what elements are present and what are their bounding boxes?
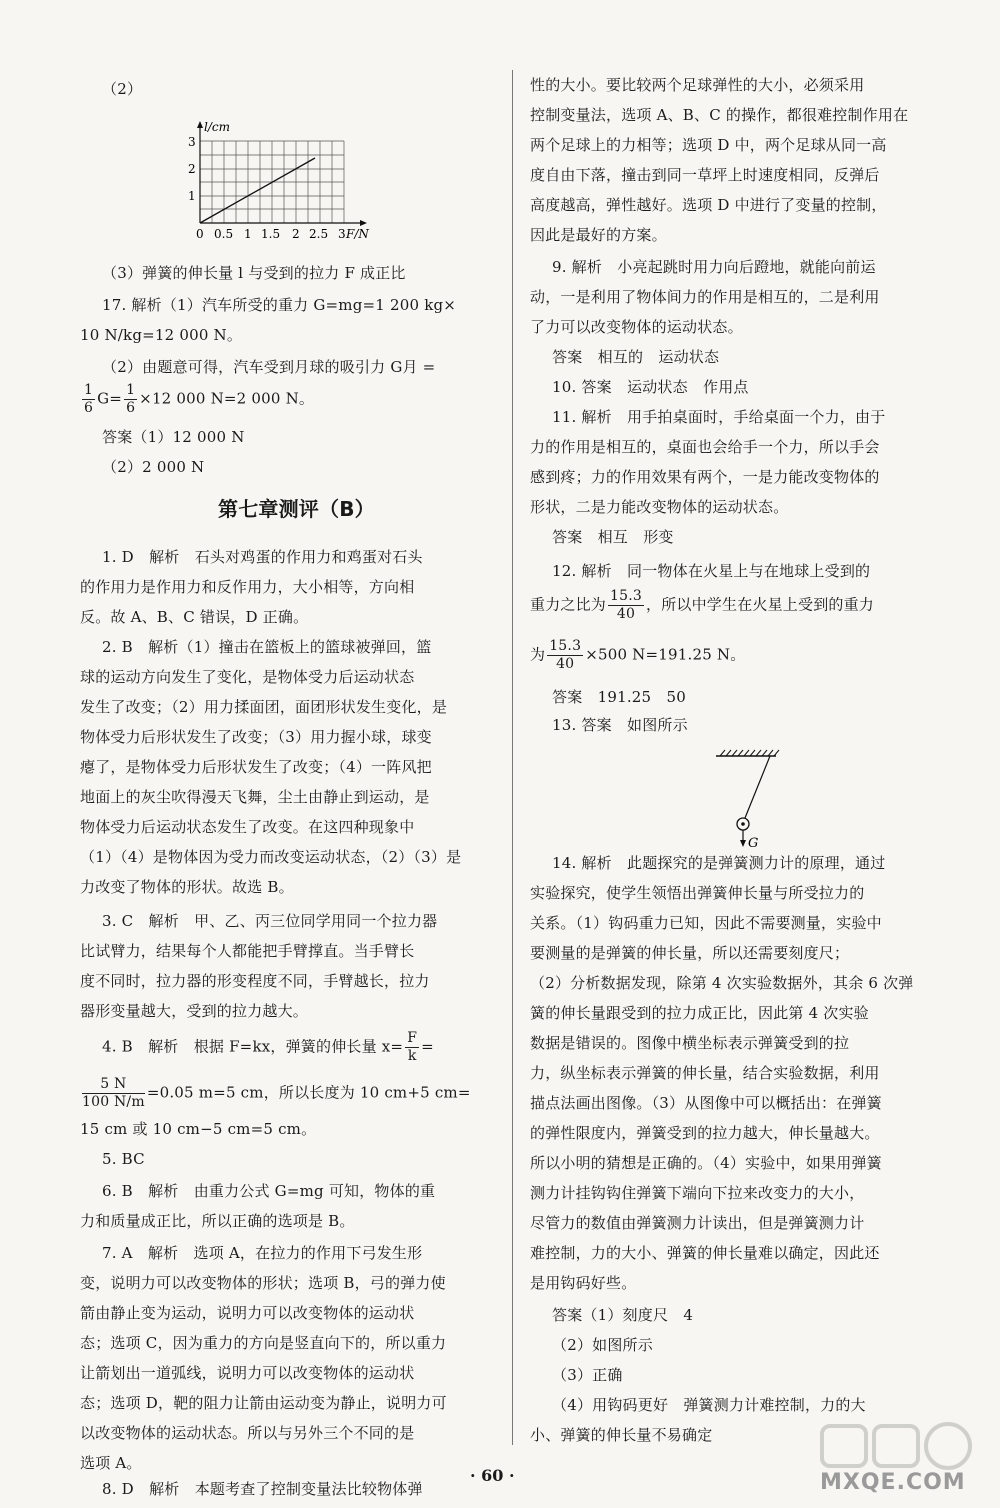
x-tick: 1.5 — [261, 227, 281, 241]
fraction: $\frac{15.3}{40}$ — [610, 588, 642, 622]
text-line: 两个足球上的力相等；选项 D 中，两个足球从同一高 — [530, 136, 887, 154]
text-line: 10 N/kg=12 000 N。 — [80, 326, 243, 344]
text-line: 了力可以改变物体的运动状态。 — [530, 318, 743, 336]
text-line: 测力计挂钩钩住弹簧下端向下拉来改变力的大小， — [530, 1184, 865, 1202]
y-tick: 2 — [188, 162, 196, 176]
text-line: 1. D 解析 石头对鸡蛋的作用力和鸡蛋对石头 — [102, 548, 423, 566]
text-line: 感到疼；力的作用效果有两个，一是力能改变物体的 — [530, 468, 880, 486]
x-axis-label: F/N — [346, 227, 369, 241]
text-line: 8. D 解析 本题考查了控制变量法比较物体弹 — [102, 1480, 423, 1498]
text-line: 性的大小。要比较两个足球弹性的大小，必须采用 — [530, 76, 865, 94]
fraction: $\frac{1}{6}$ — [126, 382, 136, 416]
text-line: 物体受力后形状发生了改变；（3）用力握小球，球变 — [80, 728, 432, 746]
text-line: 球的运动方向发生了变化，是物体受力后运动状态 — [80, 668, 415, 686]
answer-line: 答案（1）12 000 N — [102, 428, 245, 446]
force-label: G — [748, 836, 759, 848]
text-line: 3. C 解析 甲、乙、丙三位同学用同一个拉力器 — [102, 912, 438, 930]
fraction: $\frac{F}{k}$ — [407, 1030, 418, 1064]
x-tick: 0.5 — [214, 227, 234, 241]
formula-line: 重力之比为 $\frac{15.3}{40}$ ，所以中学生在火星上受到的重力 — [530, 588, 875, 622]
text-line: 力，纵坐标表示弹簧的伸长量，结合实验数据，利用 — [530, 1064, 880, 1082]
text-line: 箭由静止变为运动，说明力可以改变物体的运动状 — [80, 1304, 415, 1322]
text-line: 15 cm 或 10 cm−5 cm=5 cm。 — [80, 1120, 317, 1138]
text-line: 力和质量成正比，所以正确的选项是 B。 — [80, 1212, 355, 1230]
text-line: 态；选项 C，因为重力的方向是竖直向下的，所以重力 — [80, 1334, 447, 1352]
answer-line: 13. 答案 如图所示 — [552, 716, 688, 734]
answer-line: 答案 相互的 运动状态 — [552, 348, 720, 366]
x-tick: 0 — [196, 227, 204, 241]
text-line: 度不同时，拉力器的形变程度不同，手臂越长，拉力 — [80, 972, 430, 990]
y-axis-label: l/cm — [204, 120, 230, 134]
text-line: 度自由下落，撞击到同一草坪上时速度相同，反弹后 — [530, 166, 880, 184]
page-number: · 60 · — [470, 1466, 515, 1485]
text-line: 动，一是利用了物体间力的作用是相互的，二是利用 — [530, 288, 880, 306]
text-line: 2. B 解析（1）撞击在篮板上的篮球被弹回，篮 — [102, 638, 432, 656]
text-line: 力的作用是相互的，桌面也会给手一个力，所以手会 — [530, 438, 880, 456]
text-line: （3）弹簧的伸长量 l 与受到的拉力 F 成正比 — [102, 264, 406, 282]
text-line: 力改变了物体的形状。故选 B。 — [80, 878, 294, 896]
text-line: 的弹性限度内，弹簧受到的拉力越大，伸长量越大。 — [530, 1124, 880, 1142]
x-tick: 3 — [338, 227, 346, 241]
x-tick: 1 — [244, 227, 252, 241]
fraction: $\frac{1}{6}$ — [84, 382, 94, 416]
text-line: 比试臂力，结果每个人都能把手臂撑直。当手臂长 — [80, 942, 415, 960]
answer-line: （2）如图所示 — [552, 1336, 653, 1354]
text-line: 5. BC — [102, 1150, 145, 1168]
text-line: （1）（4）是物体因为受力而改变运动状态，（2）（3）是 — [80, 848, 462, 866]
text-line: 让箭划出一道弧线，说明力可以改变物体的运动状 — [80, 1364, 415, 1382]
formula-line: 4. B 解析 根据 F=kx，弹簧的伸长量 x= $\frac{F}{k}$ = — [102, 1030, 434, 1064]
text-line: 以改变物体的运动状态。所以与另外三个不同的是 — [80, 1424, 415, 1442]
text-line: 反。故 A、B、C 错误，D 正确。 — [80, 608, 309, 626]
fraction: $\frac{15.3}{40}$ — [549, 638, 582, 672]
fraction: $\frac{5 N}{100 N/m}$ — [82, 1076, 145, 1110]
y-tick: 1 — [188, 189, 196, 203]
text-line: （2） — [102, 80, 143, 98]
x-tick: 2 — [292, 227, 300, 241]
text-line: 选项 A。 — [80, 1454, 142, 1472]
text-line: （2）分析数据发现，除第 4 次实验数据外，其余 6 次弹 — [530, 974, 914, 992]
text-line: 瘪了，是物体受力后形状发生了改变；（4）一阵风把 — [80, 758, 432, 776]
text-line: 12. 解析 同一物体在火星上与在地球上受到的 — [552, 562, 871, 580]
watermark-text: MXQE.COM — [820, 1470, 966, 1495]
text-line: 是用钩码好些。 — [530, 1274, 637, 1292]
answer-line: （4）用钩码更好 弹簧测力计难控制，力的大 — [552, 1396, 866, 1414]
text-line: 物体受力后运动状态发生了改变。在这四种现象中 — [80, 818, 415, 836]
formula-line: $\frac{1}{6}$ G= $\frac{1}{6}$ ×12 000 N=2 000 N。 — [84, 382, 315, 416]
text-line: 高度越高，弹性越好。选项 D 中进行了变量的控制， — [530, 196, 887, 214]
text-line: 形状，二是力能改变物体的运动状态。 — [530, 498, 789, 516]
text-line: 7. A 解析 选项 A，在拉力的作用下弓发生形 — [102, 1244, 423, 1262]
data-line — [200, 158, 315, 223]
answer-line: 答案（1）刻度尺 4 — [552, 1306, 694, 1324]
text-line: 11. 解析 用手拍桌面时，手给桌面一个力，由于 — [552, 408, 886, 426]
answer-line: 答案 相互 形变 — [552, 528, 674, 546]
answer-line: （3）正确 — [552, 1366, 623, 1384]
text-line: 14. 解析 此题探究的是弹簧测力计的原理，通过 — [552, 854, 886, 872]
text-line: 9. 解析 小亮起跳时用力向后蹬地，就能向前运 — [552, 258, 876, 276]
section-title: 第七章测评（B） — [218, 497, 375, 521]
text-line: 发生了改变；（2）用力揉面团，面团形状发生变化，是 — [80, 698, 448, 716]
text-line: 簧的伸长量跟受到的拉力成正比，因此第 4 次实验 — [530, 1004, 869, 1022]
text-line: 数据是错误的。图像中横坐标表示弹簧受到的拉 — [530, 1034, 850, 1052]
text-line: （2）由题意可得，汽车受到月球的吸引力 G月 = — [102, 358, 436, 376]
formula-line: $\frac{5 N}{100 N/m}$ =0.05 m=5 cm，所以长度为 10 cm+5 cm= — [82, 1076, 471, 1110]
text-line: 关系。（1）钩码重力已知，因此不需要测量，实验中 — [530, 914, 882, 932]
text-line: 要测量的是弹簧的伸长量，所以还需要刻度尺； — [530, 944, 850, 962]
text-line: 的作用力是作用力和反作用力，大小相等，方向相 — [80, 578, 415, 596]
answer-line: （2）2 000 N — [102, 458, 205, 476]
text-line: 17. 解析（1）汽车所受的重力 G=mg=1 200 kg× — [102, 296, 457, 314]
text-line: 器形变量越大，受到的拉力越大。 — [80, 1002, 309, 1020]
text-line: 难控制，力的大小、弹簧的伸长量难以确定，因此还 — [530, 1244, 880, 1262]
pendulum-force-diagram — [710, 748, 820, 848]
spring-extension-graph — [180, 118, 480, 248]
text-line: 所以小明的猜想是正确的。（4）实验中，如果用弹簧 — [530, 1154, 882, 1172]
column-divider — [512, 70, 513, 1445]
text-line: 态；选项 D，靶的阻力让箭由运动变为静止，说明力可 — [80, 1394, 447, 1412]
x-tick: 2.5 — [309, 227, 329, 241]
answer-line: 答案 191.25 50 — [552, 688, 686, 706]
text-line: 变，说明力可以改变物体的形状；选项 B，弓的弹力使 — [80, 1274, 446, 1292]
text-line: 实验探究，使学生领悟出弹簧伸长量与所受拉力的 — [530, 884, 865, 902]
string — [745, 756, 770, 818]
text-line: 尽管力的数值由弹簧测力计读出，但是弹簧测力计 — [530, 1214, 865, 1232]
y-tick: 3 — [188, 135, 196, 149]
text-line: 6. B 解析 由重力公式 G=mg 可知，物体的重 — [102, 1182, 436, 1200]
text-line: 控制变量法，选项 A、B、C 的操作，都很难控制作用在 — [530, 106, 909, 124]
answer-line: 小、弹簧的伸长量不易确定 — [530, 1426, 713, 1444]
text-line: 地面上的灰尘吹得漫天飞舞，尘土由静止到运动，是 — [80, 788, 430, 806]
formula-line: 为 $\frac{15.3}{40}$ ×500 N=191.25 N。 — [530, 638, 746, 672]
answer-line: 10. 答案 运动状态 作用点 — [552, 378, 749, 396]
text-line: 描点法画出图像。（3）从图像中可以概括出：在弹簧 — [530, 1094, 882, 1112]
text-line: 因此是最好的方案。 — [530, 226, 667, 244]
